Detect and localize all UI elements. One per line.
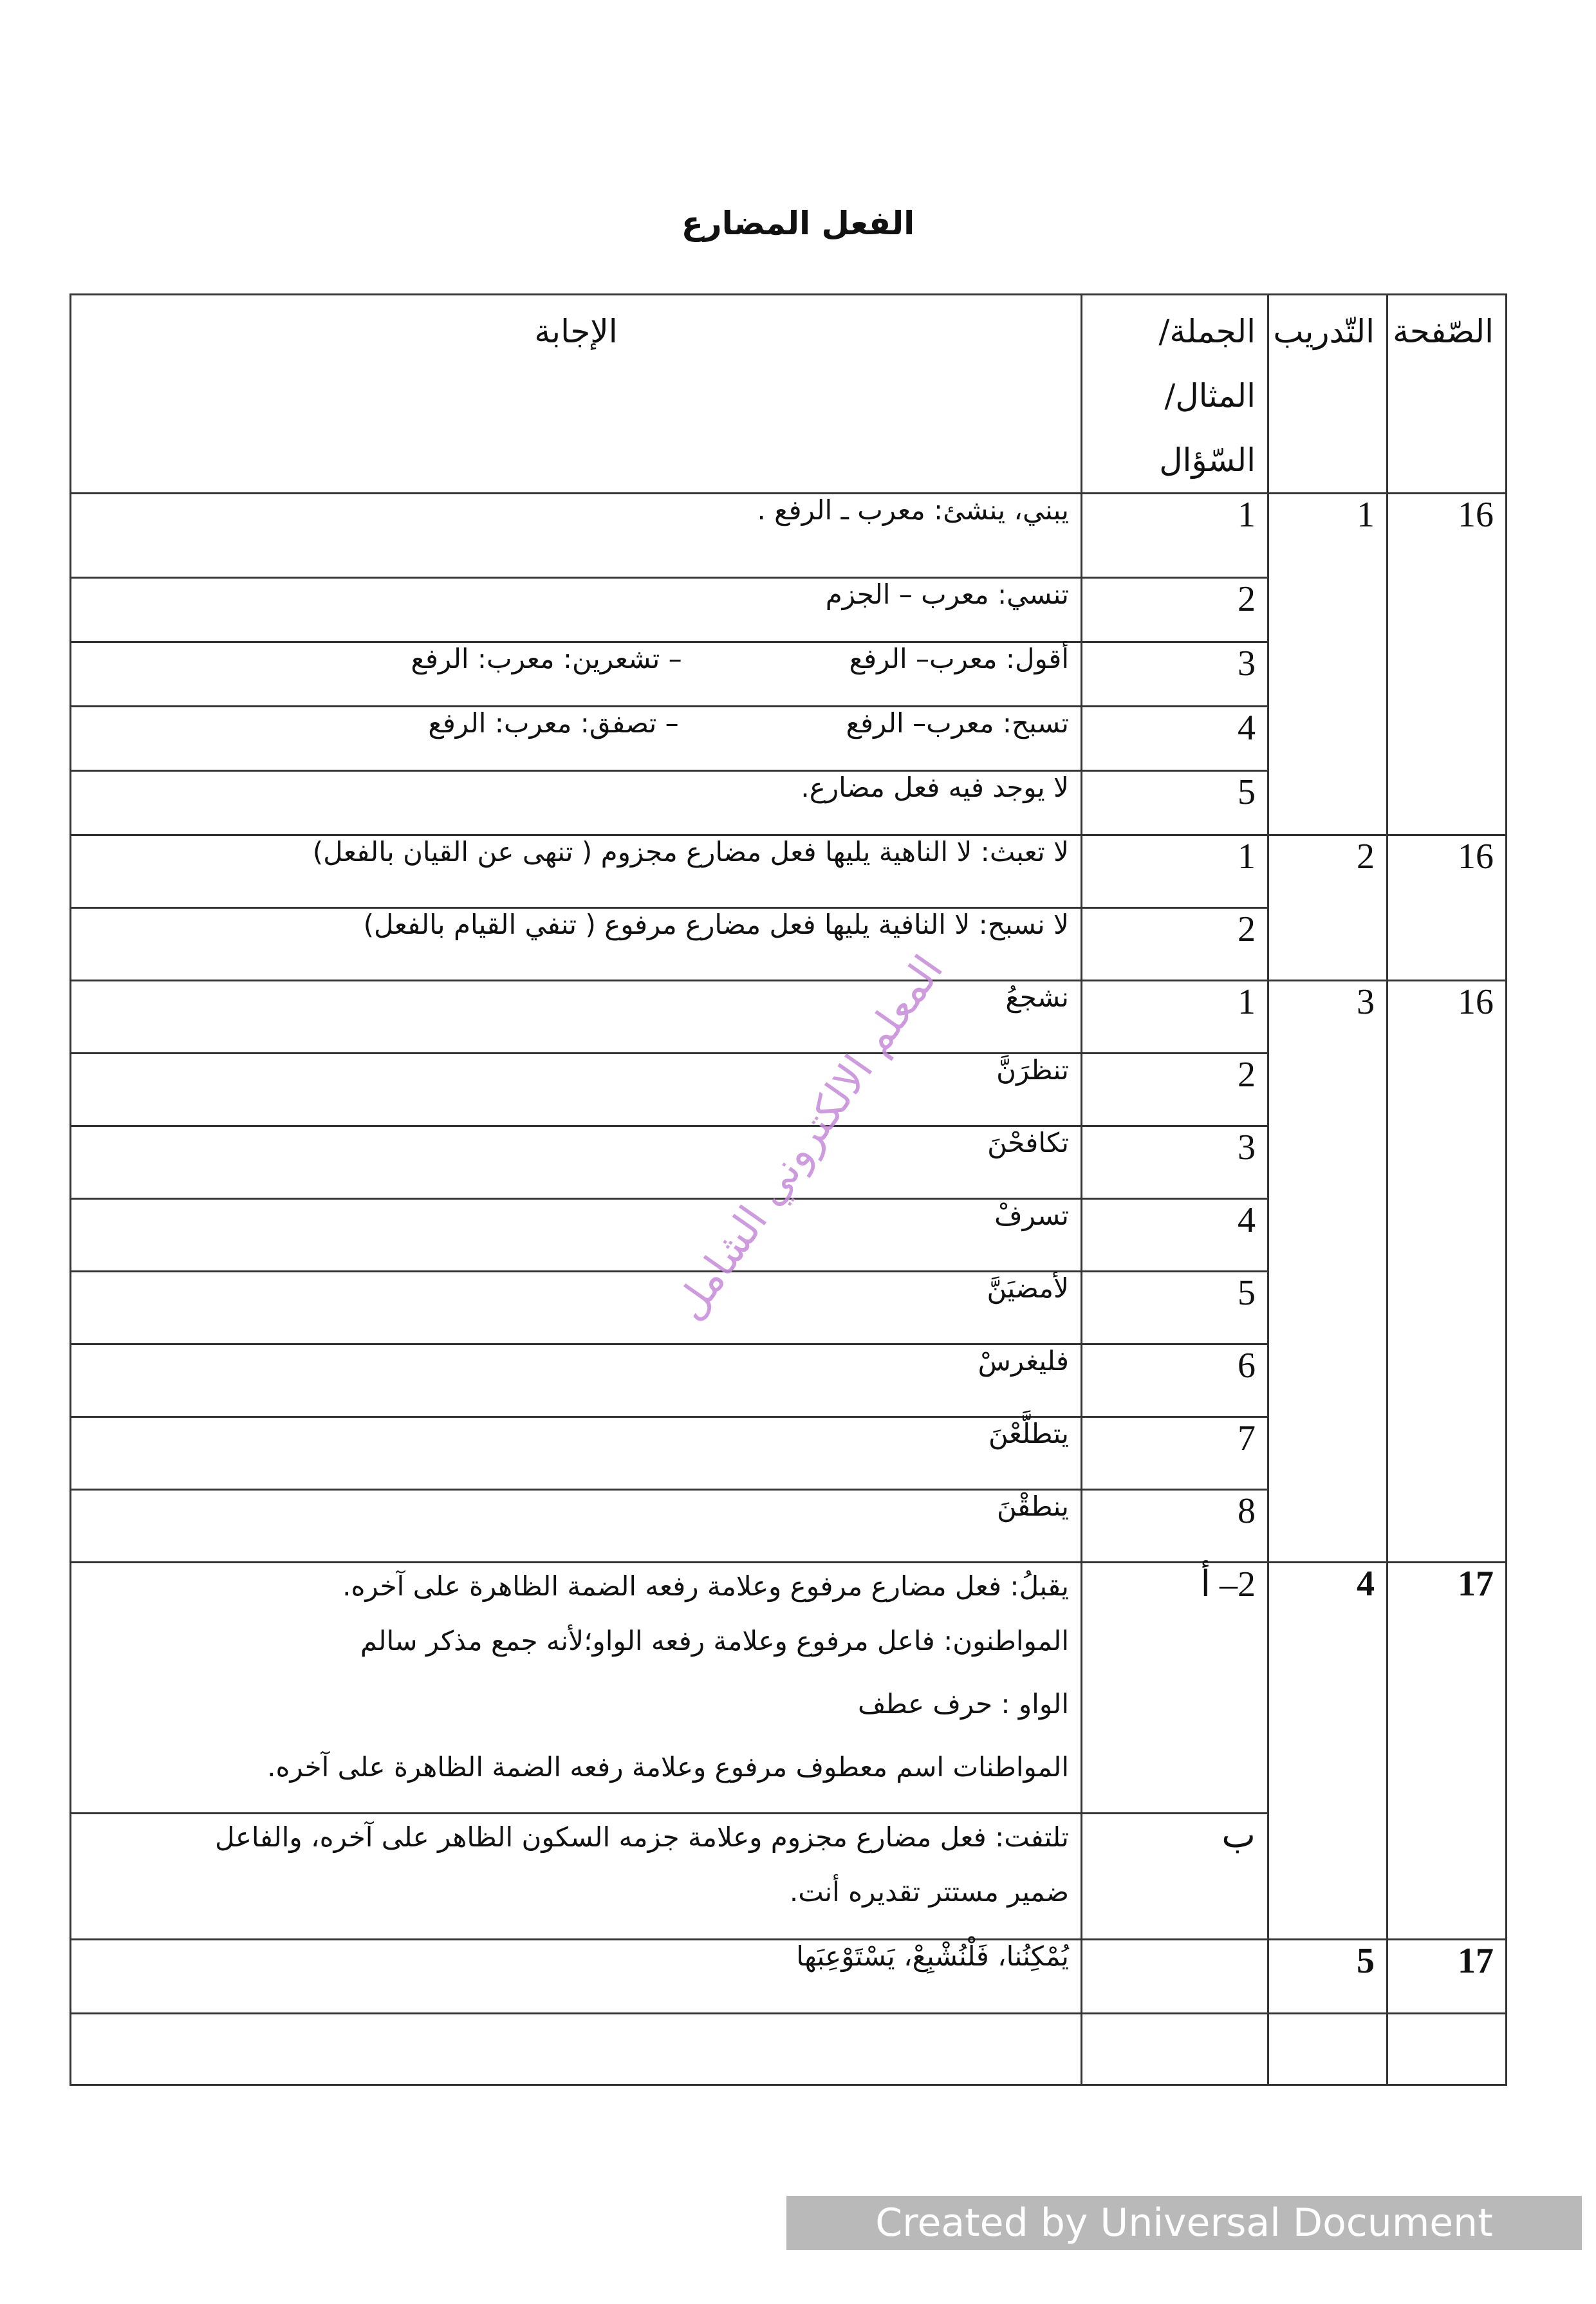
question-cell: 6 [1082, 1344, 1268, 1417]
question-cell: 3 [1082, 1126, 1268, 1199]
exercise-number-cell: 1 [1268, 494, 1387, 835]
answer-cell [71, 642, 1082, 707]
question-cell: 1 [1082, 981, 1268, 1054]
header-question-line2: المثال/السّؤال [1159, 377, 1256, 479]
converter-banner: Created by Universal Document Converter [786, 2196, 1582, 2250]
table-row [71, 1563, 1507, 1814]
answer-cell: نشجعُ [71, 981, 1082, 1054]
question-cell: 4 [1082, 707, 1268, 771]
empty-cell [1082, 2014, 1268, 2085]
answer-cell: يُمْكِنُنا، فَلْنُشْبِعْ، يَسْتَوْعِبَها [71, 1940, 1082, 2014]
exercise-number-cell: 2 [1268, 835, 1387, 981]
answer-cell: لا نسبح: لا النافية يليها فعل مضارع مرفوع ( تنفي القيام بالفعل) [71, 908, 1082, 981]
page-number-cell: 17 [1387, 1563, 1507, 1940]
answer-part: أقول: معرب– الرفع [849, 643, 1069, 674]
answer-cell: يتطلَّعْنَ [71, 1417, 1082, 1490]
exercise-number-cell: 3 [1268, 981, 1387, 1563]
empty-row [71, 2014, 1507, 2085]
header-question [1082, 295, 1268, 494]
answer-line: يقبلُ: فعل مضارع مرفوع وعلامة رفعه الضمة الظاهرة على آخره. [342, 1570, 1069, 1602]
question-cell [1082, 1940, 1268, 2014]
answer-cell: يبني، ينشئ: معرب ـ الرفع . [71, 494, 1082, 578]
answer-line: الواو : حرف عطف [858, 1688, 1069, 1720]
answer-cell: تكافحْنَ [71, 1126, 1082, 1199]
page-number-cell: 16 [1387, 981, 1507, 1563]
question-cell: 5 [1082, 1272, 1268, 1344]
table-row [71, 981, 1507, 1054]
watermark-text: المعلم الالكتروني الشامل [665, 947, 953, 1329]
header-answer: الإجابة [71, 295, 1082, 494]
header-page: الصّفحة [1387, 295, 1507, 494]
question-cell: 8 [1082, 1490, 1268, 1563]
table-row [71, 835, 1507, 908]
question-cell: 3 [1082, 642, 1268, 707]
answer-cell: فليغرسْ [71, 1344, 1082, 1417]
header-question-line1: الجملة/ [1158, 313, 1256, 350]
answer-part: – تصفق: معرب: الرفع [428, 707, 679, 739]
answer-part: – تشعرين: معرب: الرفع [411, 643, 682, 674]
page-number-cell: 16 [1387, 835, 1507, 981]
table-header-row [71, 295, 1507, 494]
empty-cell [1268, 2014, 1387, 2085]
answer-line: المواطنون: فاعل مرفوع وعلامة رفعه الواو؛لأنه جمع مذكر سالم [360, 1625, 1069, 1657]
answer-line: تلتفت: فعل مضارع مجزوم وعلامة جزمه السكون الظاهر على آخره، والفاعل [215, 1821, 1069, 1853]
question-cell: 1 [1082, 494, 1268, 578]
answer-cell [71, 1563, 1082, 1814]
question-cell: 2 [1082, 578, 1268, 642]
page-number-cell: 17 [1387, 1940, 1507, 2014]
header-exercise: التّدريب [1268, 295, 1387, 494]
answer-part: تسبح: معرب– الرفع [846, 707, 1069, 739]
exercise-number-cell: 5 [1268, 1940, 1387, 2014]
question-cell: 2 [1082, 908, 1268, 981]
question-cell: 5 [1082, 771, 1268, 835]
question-cell: 4 [1082, 1199, 1268, 1272]
answer-line: ضمير مستتر تقديره أنت. [789, 1876, 1069, 1908]
answer-cell: لأمضيَنَّ [71, 1272, 1082, 1344]
page-title: الفعل المضارع [681, 205, 915, 242]
exercise-number-cell: 4 [1268, 1563, 1387, 1940]
page-number-cell: 16 [1387, 494, 1507, 835]
answer-cell: لا تعبث: لا الناهية يليها فعل مضارع مجزوم ( تنهى عن القيان بالفعل) [71, 835, 1082, 908]
answers-table [70, 293, 1507, 2086]
question-cell: 2– أ [1082, 1563, 1268, 1814]
answer-cell [71, 1814, 1082, 1940]
question-cell: 2 [1082, 1054, 1268, 1126]
question-cell: 1 [1082, 835, 1268, 908]
empty-cell [1387, 2014, 1507, 2085]
answer-cell: تنظرَنَّ [71, 1054, 1082, 1126]
answer-cell: ينطقْنَ [71, 1490, 1082, 1563]
table-row [71, 494, 1507, 578]
answer-cell: لا يوجد فيه فعل مضارع. [71, 771, 1082, 835]
answer-cell: تسرفْ [71, 1199, 1082, 1272]
empty-cell [71, 2014, 1082, 2085]
question-cell: 7 [1082, 1417, 1268, 1490]
answer-cell: تنسي: معرب – الجزم [71, 578, 1082, 642]
table-row [71, 1940, 1507, 2014]
answer-cell [71, 707, 1082, 771]
answer-line: المواطنات اسم معطوف مرفوع وعلامة رفعه الضمة الظاهرة على آخره. [267, 1751, 1069, 1783]
question-cell: ب [1082, 1814, 1268, 1940]
